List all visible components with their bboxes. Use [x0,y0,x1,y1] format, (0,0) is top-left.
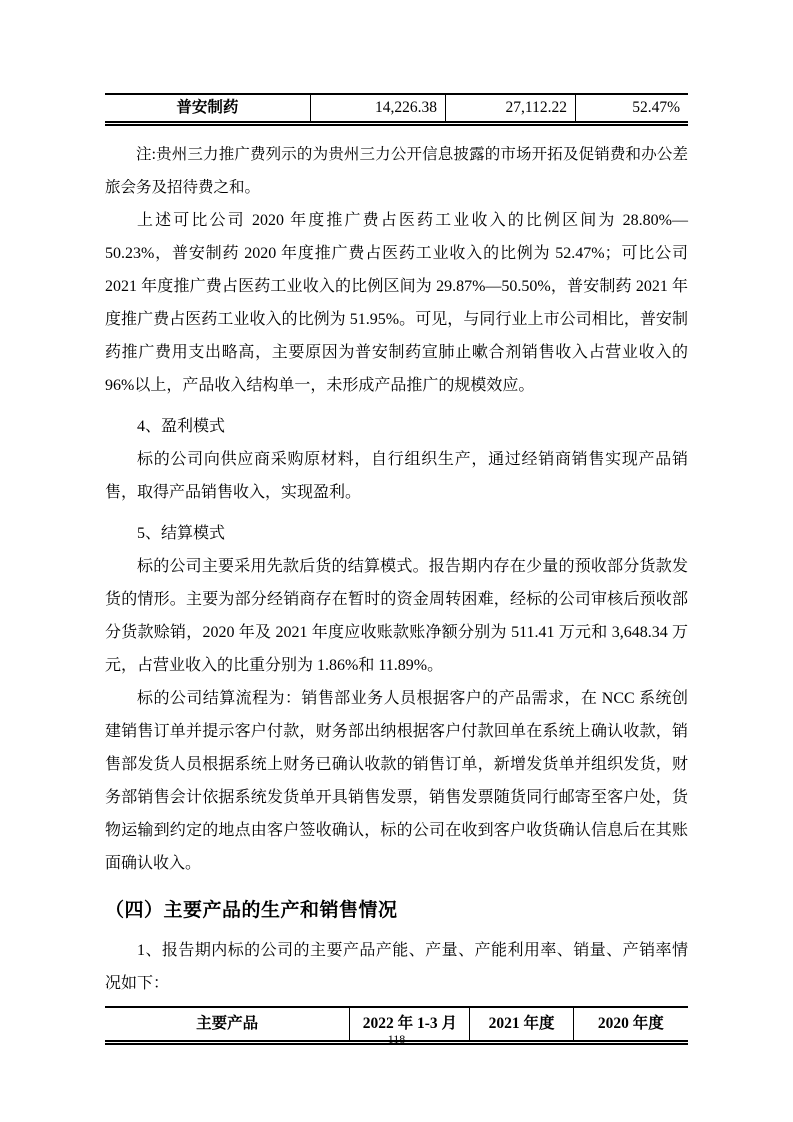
production-sales-intro: 1、报告期内标的公司的主要产品产能、产量、产能利用率、销量、产销率情况如下： [105,942,688,992]
products-table-header-2021: 2021 年度 [470,1007,573,1043]
section-heading-production-sales: （四）主要产品的生产和销售情况 [105,900,398,921]
products-table-header-2020: 2020 年度 [573,1007,688,1043]
comparable-company-table [105,93,688,126]
promo-fee-cell: 14,226.38 [310,94,445,124]
table-row [105,94,688,124]
profit-model-paragraph: 标的公司向供应商采购原材料，自行组织生产，通过经销商销售实现产品销售，取得产品销售收入，实现盈利。 [105,451,688,501]
ratio-cell: 52.47% [575,94,688,124]
industry-revenue-cell: 27,112.22 [445,94,575,124]
promo-fee-comparison-paragraph: 上述可比公司 2020 年度推广费占医药工业收入的比例区间为 28.80%—50.23%，普安制药 2020 年度推广费占医药工业收入的比例为 52.47%；可比公司 2021 年度推广费占医药工业收入的比例区间为 29.87%—50.50%，普安制药 2021 年度推广费占医药工业收入的比例为 51.95%。可见，与同行业上市公司相比，普安制药推广费用支出略高，主要原因为普安制药宣肺止嗽合剂销售收入占营业收入的 96%以上，产品收入结构单一，未形成产品推广的规模效应。 [105,212,688,394]
company-name-cell: 普安制药 [176,99,239,116]
products-table-header-product: 主要产品 [196,1015,259,1032]
page-number: 118 [387,1032,406,1046]
table-note: 注:贵州三力推广费列示的为贵州三力公开信息披露的市场开拓及促销费和办公差旅会务及招待费之和。 [105,146,688,196]
settlement-model-paragraph-2: 标的公司结算流程为：销售部业务人员根据客户的产品需求，在 NCC 系统创建销售订单并提示客户付款，财务部出纳根据客户付款回单在系统上确认收款，销售部发货人员根据系统上财务已确认收款的销售订单，新增发货单并组织发货，财务部销售会计依据系统发货单开具销售发票，销售发票随货同行邮寄至客户处，货物运输到约定的地点由客户签收确认，标的公司在收到客户收货确认信息后在其账面确认收入。 [105,690,688,872]
section-heading-profit-model: 4、盈利模式 [137,418,226,435]
settlement-model-paragraph-1: 标的公司主要采用先款后货的结算模式。报告期内存在少量的预收部分货款发货的情形。主要为部分经销商存在暂时的资金周转困难，经标的公司审核后预收部分货款赊销，2020 年及 2021 年度应收账款账净额分别为 511.41 万元和 3,648.34 万元，占营业收入的比重分别为 1.86%和 11.89%。 [105,558,688,674]
section-heading-settlement-model: 5、结算模式 [137,525,226,542]
products-table-header-2022q1: 2022 年 1-3 月 [350,1007,470,1043]
